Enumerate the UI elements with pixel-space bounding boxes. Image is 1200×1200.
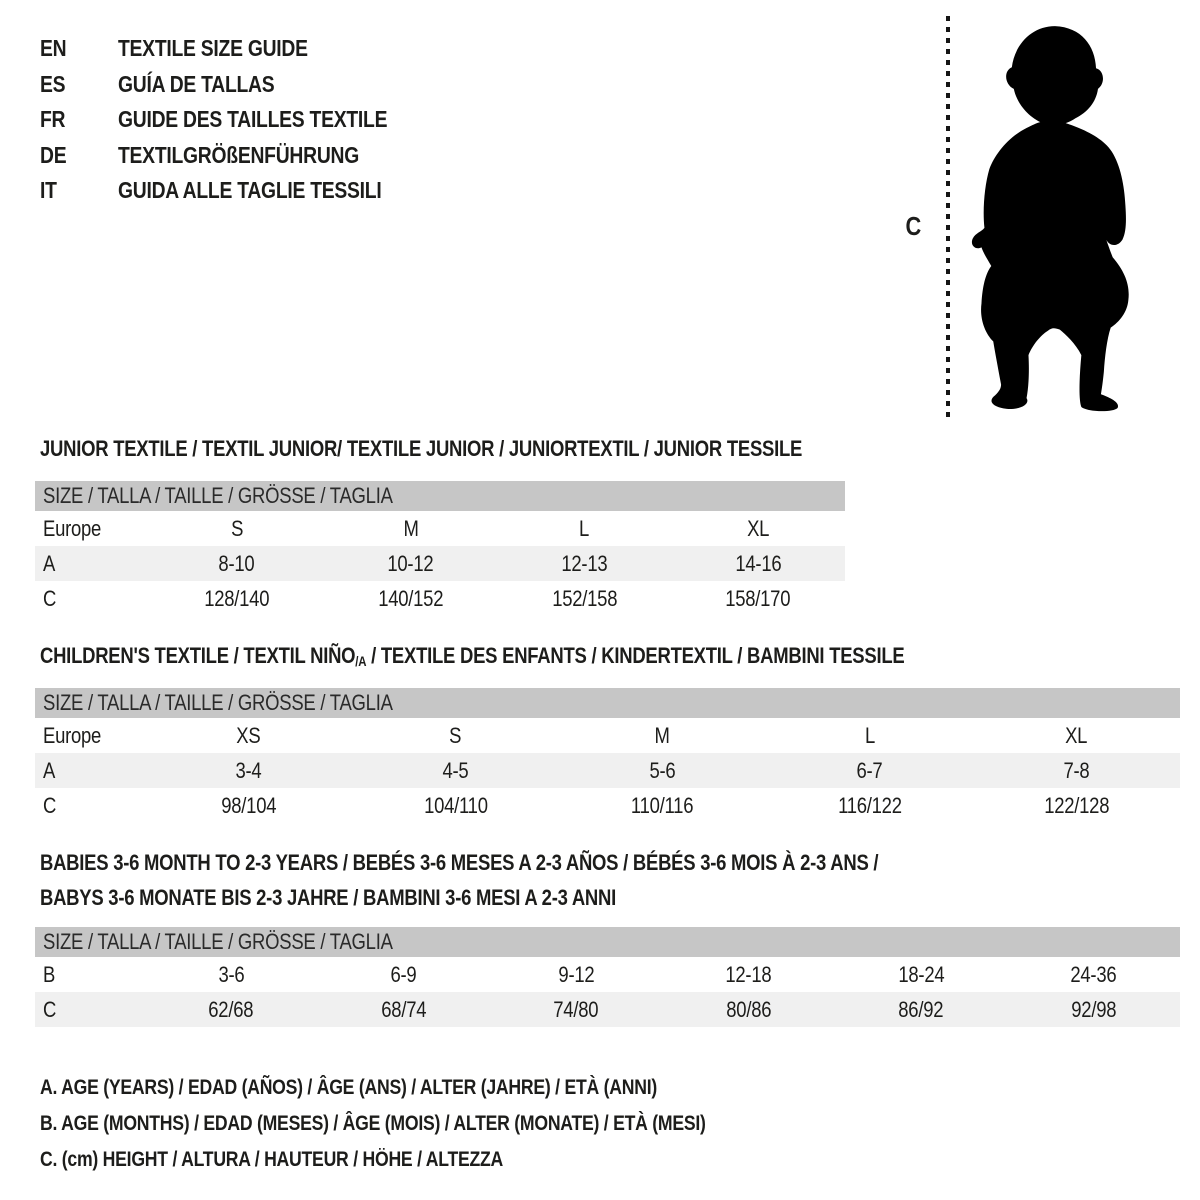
language-code-text: DE xyxy=(40,141,67,168)
table-cell-text: 68/74 xyxy=(381,996,427,1022)
table-cell-text: 80/86 xyxy=(726,996,772,1022)
table-cell-text: 8-10 xyxy=(218,550,255,576)
row-label xyxy=(35,753,145,788)
table-cell xyxy=(671,581,845,616)
height-measure-label-text: C xyxy=(905,211,922,241)
size-table-junior xyxy=(35,481,845,616)
height-measure-label xyxy=(904,211,922,242)
legend-text: B. AGE (MONTHS) / EDAD (MESES) / ÂGE (MOIS) / ALTER (MONATE) / ETÀ (MESI) xyxy=(40,1112,706,1135)
table-cell-text: M xyxy=(654,722,671,748)
table-cell-text: 24-36 xyxy=(1070,961,1117,987)
table-cell xyxy=(559,753,766,788)
language-title-list xyxy=(40,31,439,209)
table-header-text: SIZE / TALLA / TAILLE / GRÖSSE / TAGLIA xyxy=(43,929,393,954)
table-cell-text: L xyxy=(864,722,875,748)
table-cell xyxy=(145,753,352,788)
table-cell xyxy=(318,957,491,992)
table-cell xyxy=(498,511,672,546)
table-cell-text: 9-12 xyxy=(558,961,595,987)
size-table-children xyxy=(35,688,1180,823)
table-cell-text: 14-16 xyxy=(735,550,782,576)
language-code xyxy=(40,142,118,169)
table-row-c xyxy=(35,788,1180,823)
section-title-text: JUNIOR TEXTILE / TEXTIL JUNIOR/ TEXTILE JUNIOR / JUNIORTEXTIL / JUNIOR TESSILE xyxy=(40,436,803,461)
table-cell xyxy=(671,546,845,581)
table-cell xyxy=(663,992,836,1027)
table-cell-text: XL xyxy=(1065,722,1088,748)
table-cell xyxy=(324,511,498,546)
table-cell-text: 158/170 xyxy=(725,585,791,611)
guide-title xyxy=(118,35,344,62)
section-title-part: / TEXTILE DES ENFANTS / KINDERTEXTIL / BAMBINI TESSILE xyxy=(366,643,905,668)
table-cell-text: 128/140 xyxy=(204,585,270,611)
guide-title-text: TEXTILGRÖßENFÜHRUNG xyxy=(118,141,360,168)
table-cell xyxy=(766,718,973,753)
table-header-text: SIZE / TALLA / TAILLE / GRÖSSE / TAGLIA xyxy=(43,483,393,508)
table-row-a xyxy=(35,753,1180,788)
guide-title-text: GUÍA DE TALLAS xyxy=(118,70,275,97)
table-cell xyxy=(150,546,324,581)
table-cell-text: 98/104 xyxy=(220,792,277,818)
row-label-text: C xyxy=(43,792,57,818)
row-label-text: Europe xyxy=(43,722,102,748)
table-row-c xyxy=(35,581,845,616)
table-cell xyxy=(671,511,845,546)
table-cell xyxy=(145,718,352,753)
table-cell-text: 12-18 xyxy=(725,961,772,987)
section-title-line xyxy=(40,880,1038,915)
table-cell xyxy=(145,788,352,823)
language-row xyxy=(40,67,439,103)
table-cell xyxy=(352,753,559,788)
language-code-text: IT xyxy=(40,177,57,204)
table-cell-text: 7-8 xyxy=(1063,757,1090,783)
language-row xyxy=(40,102,439,138)
table-cell-text: 140/152 xyxy=(378,585,444,611)
guide-title-text: GUIDE DES TAILLES TEXTILE xyxy=(118,106,388,133)
table-cell-text: S xyxy=(230,515,243,541)
language-row xyxy=(40,173,439,209)
row-label xyxy=(35,511,150,546)
guide-title xyxy=(118,106,439,133)
table-cell-text: 3-6 xyxy=(218,961,245,987)
table-cell xyxy=(318,992,491,1027)
guide-title xyxy=(118,142,405,169)
table-cell xyxy=(145,957,318,992)
table-cell-text: 110/116 xyxy=(631,792,694,818)
table-cell-text: 4-5 xyxy=(442,757,469,783)
row-label-text: C xyxy=(43,585,57,611)
language-code xyxy=(40,71,118,98)
guide-title-text: GUIDA ALLE TAGLIE TESSILI xyxy=(118,177,382,204)
table-cell-text: 104/110 xyxy=(423,792,488,818)
table-cell xyxy=(352,718,559,753)
table-cell-text: 86/92 xyxy=(898,996,944,1022)
language-code-text: FR xyxy=(40,106,66,133)
row-label-text: B xyxy=(43,961,56,987)
legend-text: A. AGE (YEARS) / EDAD (AÑOS) / ÂGE (ANS) / ALTER (JAHRE) / ETÀ (ANNI) xyxy=(40,1076,658,1099)
table-cell-text: L xyxy=(579,515,590,541)
table-cell xyxy=(150,581,324,616)
table-cell xyxy=(150,511,324,546)
table-row-c xyxy=(35,992,1180,1027)
table-cell-text: 5-6 xyxy=(649,757,676,783)
table-cell xyxy=(498,581,672,616)
table-cell xyxy=(835,992,1008,1027)
size-table-babies xyxy=(35,927,1180,1027)
table-cell xyxy=(324,546,498,581)
table-cell xyxy=(973,718,1180,753)
table-header-bar xyxy=(35,688,1180,718)
table-cell-text: XS xyxy=(236,722,261,748)
table-cell-text: 74/80 xyxy=(553,996,599,1022)
table-row-europe xyxy=(35,511,845,546)
table-cell xyxy=(490,992,663,1027)
table-cell-text: 12-13 xyxy=(561,550,608,576)
language-row xyxy=(40,138,439,174)
toddler-silhouette-icon xyxy=(958,20,1144,420)
table-cell xyxy=(766,753,973,788)
table-cell xyxy=(559,718,766,753)
section-title-part: CHILDREN'S TEXTILE / TEXTIL NIÑO xyxy=(40,643,356,668)
section-title-junior-textile xyxy=(40,436,947,462)
guide-title xyxy=(118,177,432,204)
section-title-subscript: /A xyxy=(355,654,367,669)
section-title-children-textile xyxy=(40,643,1069,669)
legend-line-c xyxy=(40,1142,832,1178)
table-header-bar xyxy=(35,927,1180,957)
legend-line-b xyxy=(40,1106,832,1142)
table-cell xyxy=(973,753,1180,788)
row-label xyxy=(35,581,150,616)
table-row-b xyxy=(35,957,1180,992)
table-cell-text: 152/158 xyxy=(551,585,617,611)
guide-title xyxy=(118,71,304,98)
row-label-text: A xyxy=(43,550,56,576)
table-cell xyxy=(352,788,559,823)
language-code-text: EN xyxy=(40,35,67,62)
table-cell-text: 6-9 xyxy=(390,961,417,987)
table-cell-text: 116/122 xyxy=(837,792,902,818)
row-label-text: Europe xyxy=(43,515,102,541)
row-label xyxy=(35,718,145,753)
section-title-text xyxy=(40,643,904,669)
table-cell xyxy=(835,957,1008,992)
table-cell xyxy=(324,581,498,616)
table-cell-text: 3-4 xyxy=(235,757,262,783)
table-row-europe xyxy=(35,718,1180,753)
row-label-text: A xyxy=(43,757,56,783)
language-code xyxy=(40,177,118,204)
table-cell-text: S xyxy=(449,722,462,748)
section-title-text: BABIES 3-6 MONTH TO 2-3 YEARS / BEBÉS 3-6 MESES A 2-3 AÑOS / BÉBÉS 3-6 MOIS À 2-3 ANS / xyxy=(40,849,879,875)
table-cell xyxy=(145,992,318,1027)
row-label xyxy=(35,546,150,581)
language-code xyxy=(40,106,118,133)
table-header-text: SIZE / TALLA / TAILLE / GRÖSSE / TAGLIA xyxy=(43,690,393,715)
table-cell xyxy=(766,788,973,823)
language-code-text: ES xyxy=(40,70,66,97)
table-cell xyxy=(498,546,672,581)
table-cell-text: 18-24 xyxy=(898,961,945,987)
measurement-legend xyxy=(40,1070,832,1178)
row-label-text: C xyxy=(43,996,57,1022)
table-cell xyxy=(1008,992,1181,1027)
section-title-line xyxy=(40,845,1038,880)
table-cell xyxy=(1008,957,1181,992)
row-label xyxy=(35,957,145,992)
row-label xyxy=(35,788,145,823)
table-cell xyxy=(663,957,836,992)
height-measure-dashed-line xyxy=(946,16,950,418)
section-title-text: BABYS 3-6 MONATE BIS 2-3 JAHRE / BAMBINI 3-6 MESI A 2-3 ANNI xyxy=(40,884,616,910)
table-cell-text: 122/128 xyxy=(1043,792,1110,818)
table-row-a xyxy=(35,546,845,581)
table-cell xyxy=(490,957,663,992)
guide-title-text: TEXTILE SIZE GUIDE xyxy=(118,35,308,62)
table-cell-text: M xyxy=(403,515,419,541)
table-cell-text: 10-12 xyxy=(387,550,434,576)
section-title-babies-textile xyxy=(40,845,1038,915)
legend-line-a xyxy=(40,1070,832,1106)
row-label xyxy=(35,992,145,1027)
legend-text: C. (cm) HEIGHT / ALTURA / HAUTEUR / HÖHE / ALTEZZA xyxy=(40,1148,504,1171)
table-header-bar xyxy=(35,481,845,511)
table-cell xyxy=(973,788,1180,823)
language-code xyxy=(40,35,118,62)
table-cell-text: 62/68 xyxy=(208,996,254,1022)
table-cell-text: XL xyxy=(747,515,770,541)
table-cell xyxy=(559,788,766,823)
table-cell-text: 6-7 xyxy=(856,757,883,783)
language-row xyxy=(40,31,439,67)
table-cell-text: 92/98 xyxy=(1071,996,1117,1022)
